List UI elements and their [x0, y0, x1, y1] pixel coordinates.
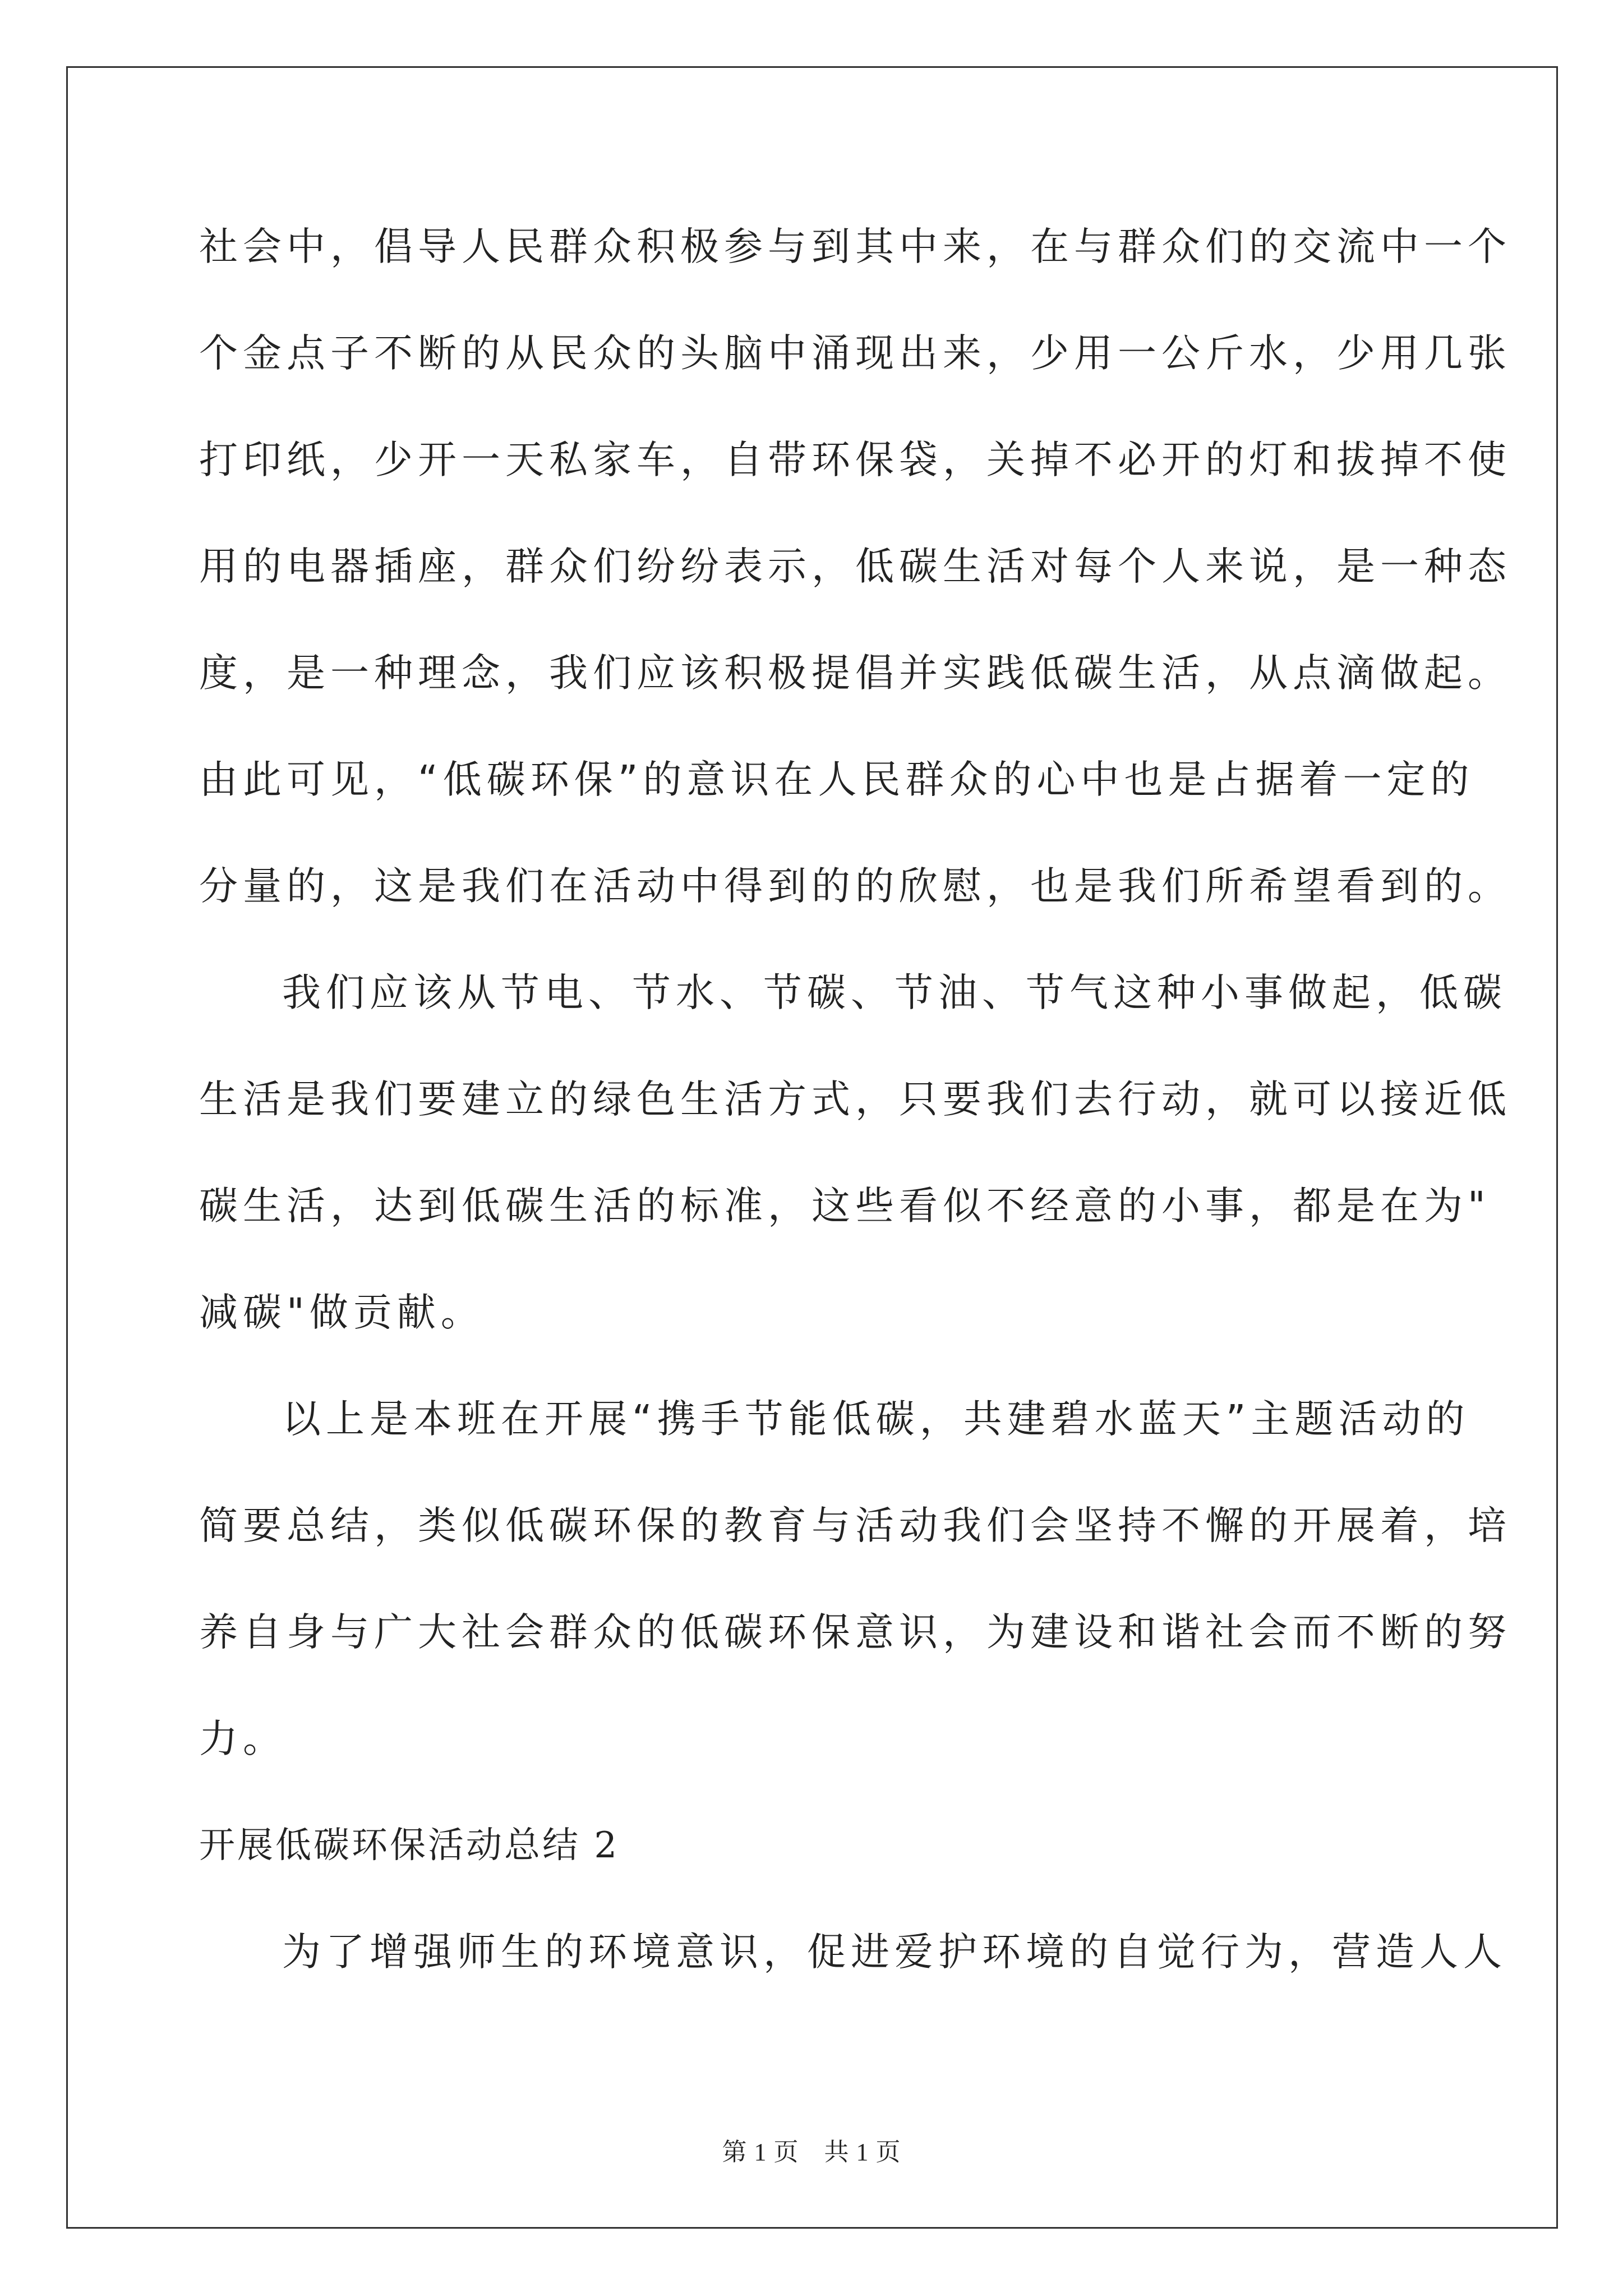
section-heading: 开展低碳环保活动总结 2: [199, 1825, 620, 1866]
page-border: [66, 66, 1558, 2229]
paragraph-line: 由此可见，“低碳环保”的意识在人民群众的心中也是占据着一定的: [199, 757, 1474, 802]
paragraph-line: 打印纸，少开一天私家车，自带环保袋，关掉不必开的灯和拔掉不使: [199, 438, 1511, 482]
paragraph-line: 力。: [199, 1717, 287, 1761]
paragraph-line: 以上是本班在开展“携手节能低碳，共建碧水蓝天”主题活动的: [282, 1397, 1470, 1442]
paragraph-line: 我们应该从节电、节水、节碳、节油、节气这种小事做起，低碳: [282, 970, 1507, 1015]
paragraph-line: 生活是我们要建立的绿色生活方式，只要我们去行动，就可以接近低: [199, 1077, 1511, 1122]
paragraph-line: 养自身与广大社会群众的低碳环保意识，为建设和谐社会而不断的努: [199, 1610, 1511, 1655]
paragraph-line: 碳生活，达到低碳生活的标准，这些看似不经意的小事，都是在为": [199, 1184, 1491, 1228]
paragraph-line: 为了增强师生的环境意识，促进爱护环境的自觉行为，营造人人: [282, 1930, 1507, 1975]
paragraph-line: 个金点子不断的从民众的头脑中涌现出来，少用一公斤水，少用几张: [199, 331, 1511, 376]
paragraph-line: 减碳"做贡献。: [199, 1290, 485, 1335]
page-number-footer: 第 1 页 共 1 页: [722, 2138, 901, 2166]
paragraph-line: 用的电器插座，群众们纷纷表示，低碳生活对每个人来说，是一种态: [199, 544, 1511, 589]
paragraph-line: 社会中，倡导人民群众积极参与到其中来，在与群众们的交流中一个: [199, 224, 1511, 269]
paragraph-line: 分量的，这是我们在活动中得到的的欣慰，也是我们所希望看到的。: [199, 864, 1511, 909]
paragraph-line: 简要总结，类似低碳环保的教育与活动我们会坚持不懈的开展着，培: [199, 1503, 1511, 1548]
paragraph-line: 度，是一种理念，我们应该积极提倡并实践低碳生活，从点滴做起。: [199, 651, 1511, 696]
